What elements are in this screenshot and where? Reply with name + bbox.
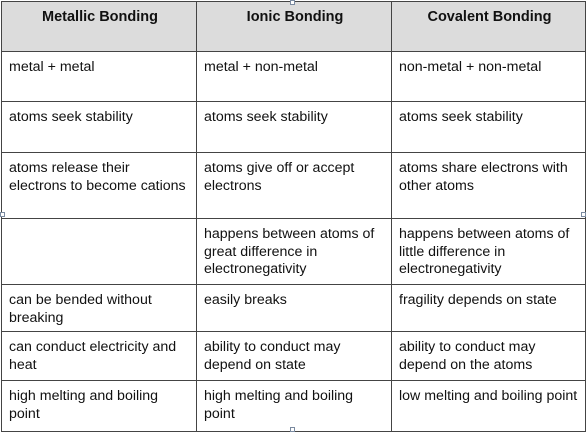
table-row xyxy=(2,102,586,153)
table-cell: metal + metal xyxy=(2,52,197,102)
table-cell: high melting and boiling point xyxy=(197,381,392,432)
header-metallic-bonding: Metallic Bonding xyxy=(2,2,197,52)
table-cell: atoms seek stability xyxy=(197,102,392,153)
bonding-comparison-table xyxy=(1,1,586,432)
table-row xyxy=(2,285,586,332)
header-ionic-bonding: Ionic Bonding xyxy=(197,2,392,52)
table-cell: happens between atoms of little difference in electronegativity xyxy=(392,219,586,285)
table-row xyxy=(2,332,586,381)
table-cell: fragility depends on state xyxy=(392,285,586,332)
resize-handle-top[interactable] xyxy=(290,0,295,5)
table-cell xyxy=(2,219,197,285)
resize-handle-bottom[interactable] xyxy=(290,427,295,432)
resize-handle-right[interactable] xyxy=(581,212,586,217)
header-covalent-bonding: Covalent Bonding xyxy=(392,2,586,52)
table-cell: happens between atoms of great difference in electronegativity xyxy=(197,219,392,285)
table-row xyxy=(2,52,586,102)
table-cell: metal + non-metal xyxy=(197,52,392,102)
table-cell: can be bended without breaking xyxy=(2,285,197,332)
table-cell: easily breaks xyxy=(197,285,392,332)
header-row xyxy=(2,2,586,52)
table-cell: atoms seek stability xyxy=(392,102,586,153)
table-cell: non-metal + non-metal xyxy=(392,52,586,102)
table-cell: atoms share electrons with other atoms xyxy=(392,153,586,219)
table-cell: ability to conduct may depend on state xyxy=(197,332,392,381)
table-cell: ability to conduct may depend on the atoms xyxy=(392,332,586,381)
table-cell: low melting and boiling point xyxy=(392,381,586,432)
table-cell: high melting and boiling point xyxy=(2,381,197,432)
table-cell: atoms seek stability xyxy=(2,102,197,153)
table-row xyxy=(2,381,586,432)
table-row xyxy=(2,153,586,219)
resize-handle-left[interactable] xyxy=(0,212,5,217)
table-row xyxy=(2,219,586,285)
table-cell: atoms give off or accept electrons xyxy=(197,153,392,219)
table-cell: can conduct electricity and heat xyxy=(2,332,197,381)
table-cell: atoms release their electrons to become cations xyxy=(2,153,197,219)
